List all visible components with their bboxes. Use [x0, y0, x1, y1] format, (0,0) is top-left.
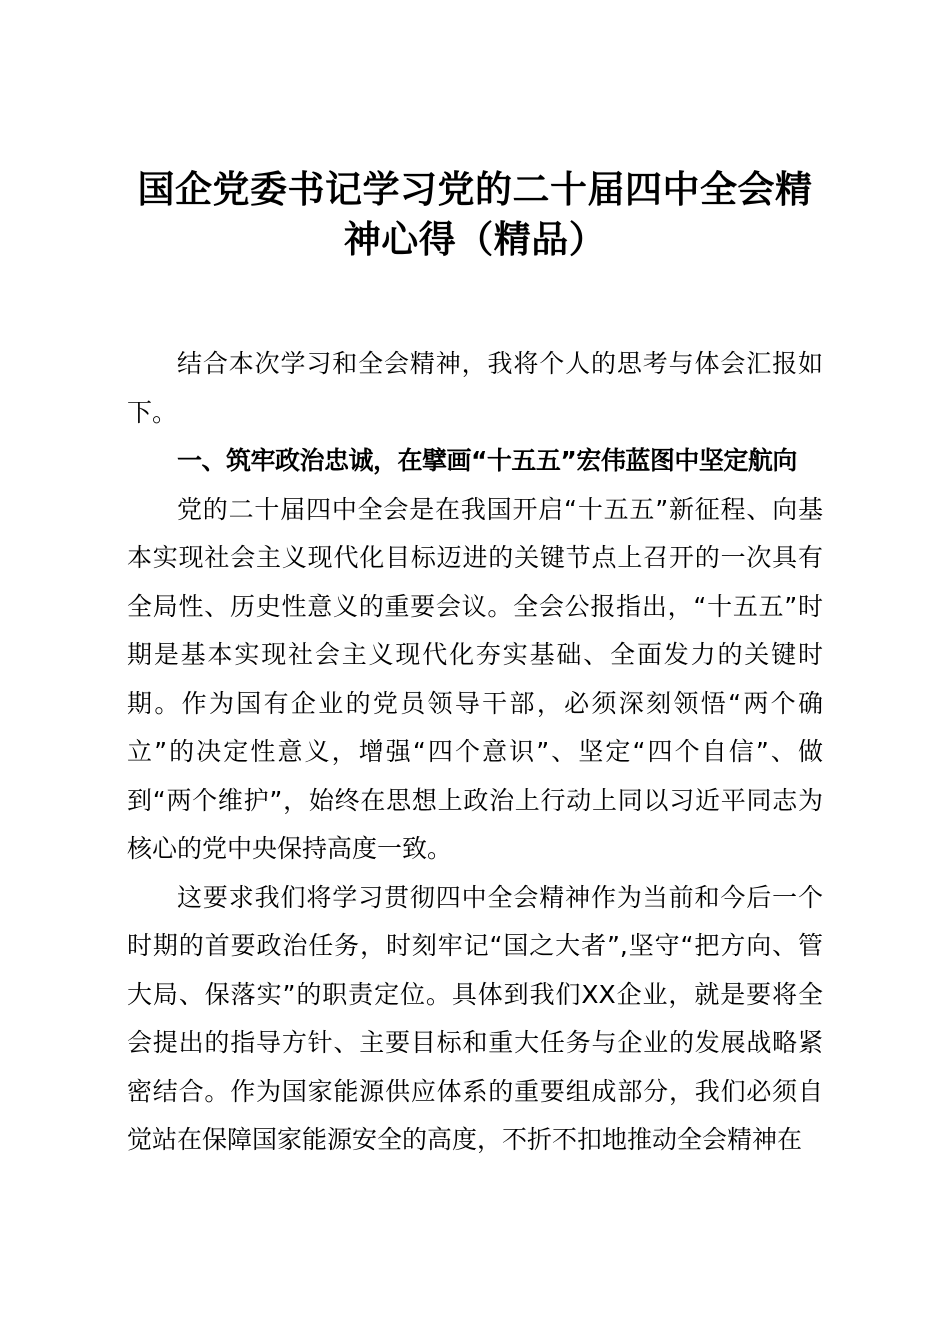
section-heading: 一、筑牢政治忠诚，在擘画“十五五”宏伟蓝图中坚定航向	[177, 446, 797, 475]
title-line-2: 神心得（精品）	[343, 217, 607, 261]
intro-paragraph: 结合本次学习和全会精神，我将个人的思考与体会汇报如下。	[127, 349, 823, 427]
document-title	[120, 164, 830, 264]
body-paragraph-2: 这要求我们将学习贯彻四中全会精神作为当前和今后一个时期的首要政治任务，时刻牢记“国之大者”,坚守“把方向、管大局、保落实”的职责定位。具体到我们XX企业，就是要将全会提出的指导方针、主要目标和重大任务与企业的发展战略紧密结合。作为国家能源供应体系的重要组成部分，我们必须自觉站在保障国家能源安全的高度，不折不扣地推动全会精神在	[127, 882, 823, 1154]
title-line-1: 国企党委书记学习党的二十届四中全会精	[137, 167, 813, 211]
body-paragraph-1: 党的二十届四中全会是在我国开启“十五五”新征程、向基本实现社会主义现代化目标迈进的关键节点上召开的一次具有全局性、历史性意义的重要会议。全会公报指出，“十五五”时期是基本实现社会主义现代化夯实基础、全面发力的关键时期。作为国有企业的党员领导干部，必须深刻领悟“两个确立”的决定性意义，增强“四个意识”、坚定“四个自信”、做到“两个维护”，始终在思想上政治上行动上同以习近平同志为核心的党中央保持高度一致。	[127, 494, 823, 863]
document-body	[127, 340, 823, 1165]
